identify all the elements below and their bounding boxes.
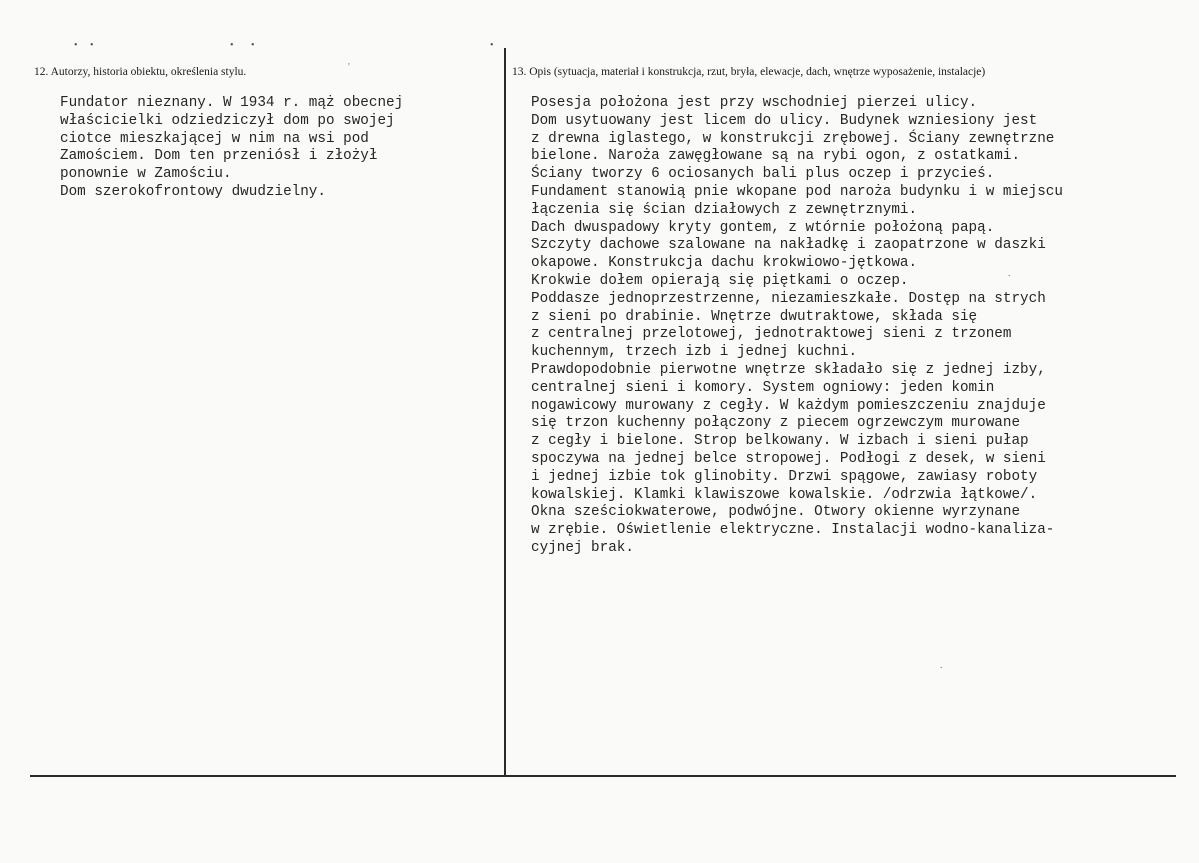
text-line: kowalskiej. Klamki klawiszowe kowalskie. /odrzwia łątkowe/.: [531, 486, 1038, 503]
text-line: z centralnej przelotowej, jednotraktowej sieni z trzonem: [531, 326, 1012, 343]
text-line: spoczywa na jednej belce stropowej. Podłogi z desek, w sieni: [531, 450, 1046, 467]
print-mark: • •: [230, 40, 255, 51]
text-line: ponownie w Zamościu.: [60, 166, 232, 183]
section-header-authors: 12. Autorzy, historia obiektu, określenia stylu.: [34, 66, 247, 78]
text-line: z sieni po drabinie. Wnętrze dwutraktowe, składa się: [531, 308, 978, 325]
text-line: Dom szerokofrontowy dwudzielny.: [60, 183, 326, 200]
print-mark: • •: [74, 40, 94, 51]
text-line: Szczyty dachowe szalowane na nakładkę i zaopatrzone w daszki: [531, 237, 1046, 254]
text-line: Krokwie dołem opierają się piętkami o oczep.: [531, 272, 909, 289]
text-line: bielone. Naroża zawęgłowane są na rybi ogon, z ostatkami.: [531, 148, 1021, 165]
text-line: i jednej izbie tok glinobity. Drzwi spągowe, zawiasy roboty: [531, 468, 1038, 485]
text-line: z drewna iglastego, w konstrukcji zrębowej. Ściany zewnętrzne: [531, 130, 1055, 147]
print-mark: •: [490, 40, 494, 51]
text-line: właścicielki odziedziczył dom po swojej: [60, 112, 395, 129]
text-line: Fundament stanowią pnie wkopane pod naroża budynku i w miejscu: [531, 183, 1063, 200]
text-line: Okna sześciokwaterowe, podwójne. Otwory okienne wyrzynane: [531, 504, 1021, 521]
speck-mark: ': [348, 62, 350, 73]
text-line: cyjnej brak.: [531, 539, 634, 556]
text-line: Poddasze jednoprzestrzenne, niezamieszkałe. Dostęp na strych: [531, 290, 1046, 307]
text-line: kuchennym, trzech izb i jednej kuchni.: [531, 344, 858, 361]
text-line: Ściany tworzy 6 ociosanych bali plus oczep i przycieś.: [531, 166, 995, 183]
section-header-description: 13. Opis (sytuacja, materiał i konstrukcja, rzut, bryła, elewacje, dach, wnętrze wyposażenie, instalacje): [512, 66, 986, 78]
speck-mark: .: [940, 660, 943, 671]
text-line: Zamościem. Dom ten przeniósł i złożył: [60, 148, 378, 165]
text-line: Dom usytuowany jest licem do ulicy. Budynek wzniesiony jest: [531, 112, 1038, 129]
text-line: Fundator nieznany. W 1934 r. mąż obecnej: [60, 95, 404, 111]
speck-mark: .: [1008, 268, 1011, 279]
typed-text-description: [531, 95, 1063, 558]
text-line: centralnej sieni i komory. System ogniowy: jeden komin: [531, 379, 995, 396]
text-line: w zrębie. Oświetlenie elektryczne. Instalacji wodno-kanaliza-: [531, 522, 1055, 539]
text-line: z cegły i bielone. Strop belkowany. W izbach i sieni pułap: [531, 433, 1029, 450]
bottom-rule: [30, 775, 1176, 777]
text-line: się trzon kuchenny połączony z piecem ogrzewczym murowane: [531, 415, 1021, 432]
column-divider: [504, 48, 506, 775]
text-line: ciotce mieszkającej w nim na wsi pod: [60, 130, 369, 147]
text-line: Dach dwuspadowy kryty gontem, z wtórnie położoną papą.: [531, 219, 995, 236]
text-line: okapowe. Konstrukcja dachu krokwiowo-jętkowa.: [531, 255, 918, 272]
text-line: Posesja położona jest przy wschodniej pierzei ulicy.: [531, 95, 978, 111]
text-line: łączenia się ścian działowych z zewnętrznymi.: [531, 201, 918, 218]
text-line: nogawicowy murowany z cegły. W każdym pomieszczeniu znajduje: [531, 397, 1046, 414]
text-line: Prawdopodobnie pierwotne wnętrze składało się z jednej izby,: [531, 361, 1046, 378]
typed-text-history: [60, 95, 403, 202]
